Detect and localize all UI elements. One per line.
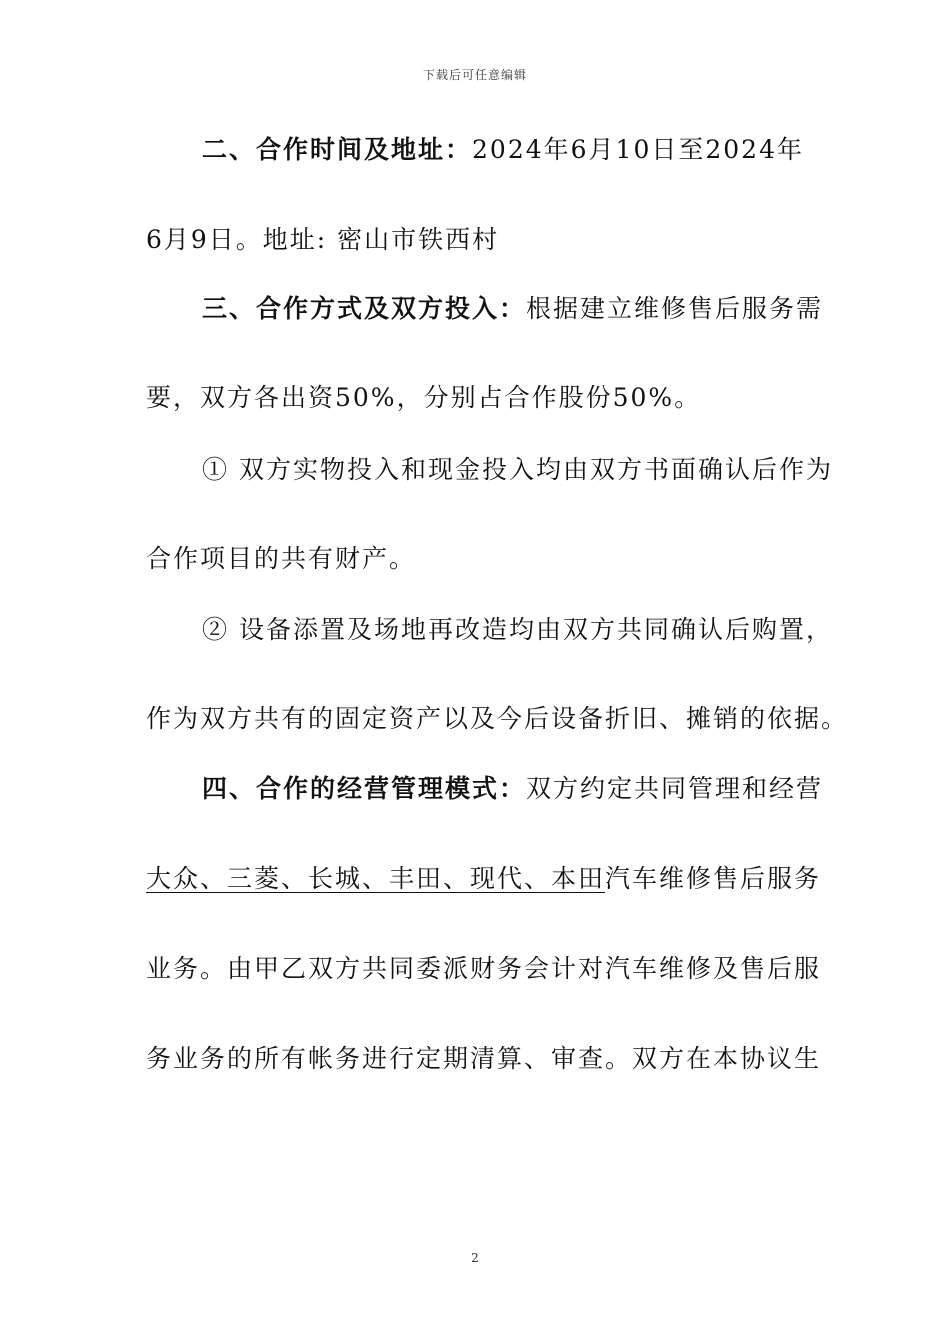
- section-4-text: 双方约定共同管理和经营: [526, 774, 824, 803]
- section-3-text: 根据建立维修售后服务需: [526, 294, 824, 323]
- section-2-line-2: 6月9日。地址: 密山市铁西村: [146, 225, 500, 254]
- section-3-item-1-line-1: ① 双方实物投入和现金投入均由双方书面确认后作为: [202, 455, 833, 484]
- section-3-item-1-line-2: 合作项目的共有财产。: [146, 544, 417, 573]
- brand-list-underlined: 大众、三菱、长城、丰田、现代、本田: [146, 864, 606, 893]
- section-3-line-2: 要，双方各出资50%，分别占合作股份50%。: [146, 383, 702, 412]
- page-number: 2: [471, 1251, 479, 1265]
- section-4-line-4: 务业务的所有帐务进行定期清算、审查。双方在本协议生: [146, 1044, 822, 1073]
- section-4-line-1: [202, 776, 823, 801]
- section-3-line-1: [202, 296, 823, 321]
- section-2-heading: 二、合作时间及地址：: [202, 135, 473, 164]
- section-2-line-1: [202, 137, 804, 162]
- section-2-text: 2024年6月10日至2024年: [472, 135, 804, 164]
- download-note: 下载后可任意编辑: [422, 68, 527, 82]
- section-3-item-2-line-1: ② 设备添置及场地再改造均由双方共同确认后购置，: [202, 615, 833, 644]
- section-4-line-2-rest: 汽车维修售后服务: [605, 864, 822, 893]
- section-4-line-2: [146, 866, 821, 891]
- section-3-item-2-line-2: 作为双方共有的固定资产以及今后设备折旧、摊销的依据。: [146, 704, 849, 733]
- section-3-heading: 三、合作方式及双方投入：: [202, 294, 527, 323]
- section-4-line-3: 业务。由甲乙双方共同委派财务会计对汽车维修及售后服: [146, 954, 822, 983]
- section-4-heading: 四、合作的经营管理模式：: [202, 774, 527, 803]
